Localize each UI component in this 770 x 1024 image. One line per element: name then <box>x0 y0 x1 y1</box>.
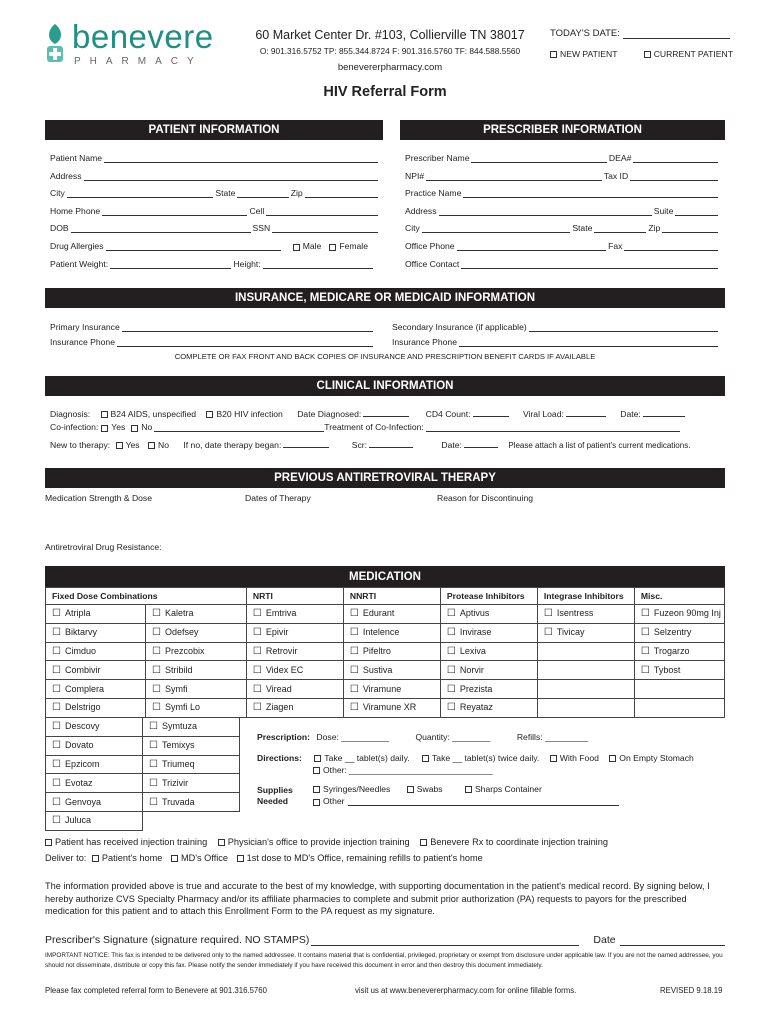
medication-row <box>46 698 725 717</box>
deliver-mds-checkbox[interactable] <box>171 855 178 862</box>
suite-label: Suite <box>653 206 674 216</box>
insurance-phone-label: Insurance Phone <box>50 337 115 347</box>
nrti-option[interactable]: ☐ Viread <box>246 680 343 699</box>
tax-id-field[interactable] <box>630 172 718 181</box>
take-twice-checkbox[interactable] <box>422 755 429 762</box>
patient-address-label: Address <box>50 171 82 181</box>
empty-cell <box>634 698 724 717</box>
header-integrase: Integrase Inhibitors <box>537 588 634 605</box>
direction-other-checkbox[interactable] <box>313 767 320 774</box>
practice-name-label: Practice Name <box>405 188 462 198</box>
clinical-heading: CLINICAL INFORMATION <box>45 376 725 396</box>
fdc-b-option[interactable]: ☐ Odefsey <box>146 623 247 642</box>
ssn-label: SSN <box>252 223 271 233</box>
resistance-field[interactable] <box>45 528 725 566</box>
prev-reason-field[interactable] <box>437 508 725 528</box>
fdc-a-option[interactable]: ☐ Complera <box>46 680 146 699</box>
fdc-a-option[interactable]: ☐ Genvoya <box>46 793 143 812</box>
prescriber-city-field[interactable] <box>422 224 571 233</box>
new-therapy-yes-label: Yes <box>125 440 140 450</box>
medication-row <box>46 605 725 624</box>
prescriber-address-label: Address <box>405 206 437 216</box>
fdc-b-option[interactable]: ☐ Triumeq <box>143 755 240 774</box>
fdc-b-option[interactable]: ☐ Symtuza <box>143 718 240 737</box>
refills-field[interactable]: Refills: _________ <box>516 732 589 742</box>
injection-received-checkbox[interactable] <box>45 839 52 846</box>
dob-label: DOB <box>50 223 69 233</box>
protease-option[interactable]: ☐ Norvir <box>440 661 537 680</box>
injection-benevere-checkbox[interactable] <box>420 839 427 846</box>
logo <box>44 18 229 68</box>
b20-checkbox[interactable] <box>206 411 213 418</box>
office-phone-field[interactable] <box>457 242 607 251</box>
empty-cell <box>537 642 634 661</box>
office-contact-field[interactable] <box>461 260 718 269</box>
directions-label: Directions: <box>257 753 302 763</box>
signature-label: Prescriber's Signature (signature required. NO STAMPS) <box>45 934 310 946</box>
protease-option[interactable]: ☐ Aptivus <box>440 605 537 624</box>
date-diagnosed-label: Date Diagnosed: <box>297 409 362 419</box>
nnrti-option[interactable]: ☐ Pifeltro <box>343 642 440 661</box>
resistance-label: Antiretroviral Drug Resistance: <box>45 542 162 552</box>
signature-date-label: Date <box>593 934 616 946</box>
npi-field[interactable] <box>426 172 602 181</box>
scr-field[interactable] <box>369 439 413 448</box>
prescriber-zip-label: Zip <box>648 223 661 233</box>
empty-stomach-label: On Empty Stomach <box>619 753 694 763</box>
male-checkbox[interactable] <box>293 244 300 251</box>
patient-info-heading: PATIENT INFORMATION <box>45 120 383 140</box>
medication-row <box>46 661 725 680</box>
coinfection-no-checkbox[interactable] <box>131 425 138 432</box>
coinfection-yes-checkbox[interactable] <box>101 425 108 432</box>
fdc-b-option[interactable]: ☐ Trizivir <box>143 774 240 793</box>
footer-revised: REVISED 9.18.19 <box>660 986 723 995</box>
dea-field[interactable] <box>633 154 718 163</box>
medication-row <box>46 793 240 812</box>
patient-zip-field[interactable] <box>305 189 378 198</box>
medication-row <box>46 774 240 793</box>
sharps-checkbox[interactable] <box>465 786 472 793</box>
prescriber-state-field[interactable] <box>594 224 646 233</box>
attestation-text: The information provided above is true and accurate to the best of my knowledge, with supporting documentation in the patient's medical record. By signing below, I hereby authorize CVS Specialty Pharmacy and/or its affiliate pharmacies to complete and submit prior authorization (PA) requests to payors for the prescribed medication for this patient and to attach this Enrollment Form to the PA request as my signature. <box>45 881 710 917</box>
supplies-other-label: Other <box>323 796 345 806</box>
patient-city-label: City <box>50 188 65 198</box>
attach-note: Please attach a list of patient's current medications. <box>508 441 691 450</box>
date-began-label: If no, date therapy began: <box>183 440 282 450</box>
prescriber-name-label: Prescriber Name <box>405 153 470 163</box>
protease-option[interactable]: ☐ Reyataz <box>440 698 537 717</box>
protease-option[interactable]: ☐ Lexiva <box>440 642 537 661</box>
medication-row <box>46 755 240 774</box>
new-patient-checkbox[interactable] <box>550 51 557 58</box>
new-patient-label: NEW PATIENT <box>560 49 618 59</box>
scr-date-label: Date: <box>441 440 462 450</box>
fax-label: Fax <box>608 241 623 251</box>
prev-col-reason: Reason for Discontinuing <box>437 493 534 503</box>
fdc-b-option[interactable]: ☐ Symfi Lo <box>146 698 247 717</box>
date-diagnosed-field[interactable] <box>363 408 409 417</box>
cd4-label: CD4 Count: <box>425 409 471 419</box>
cell-field[interactable] <box>266 207 378 216</box>
date-began-field[interactable] <box>283 439 329 448</box>
secondary-insurance-field[interactable] <box>529 323 718 332</box>
female-checkbox[interactable] <box>329 244 336 251</box>
home-phone-field[interactable] <box>102 207 247 216</box>
nnrti-option[interactable]: ☐ Sustiva <box>343 661 440 680</box>
nrti-option[interactable]: ☐ Videx EC <box>246 661 343 680</box>
secondary-insurance-label: Secondary Insurance (if applicable) <box>392 322 527 332</box>
header-nnrti: NNRTI <box>343 588 440 605</box>
dob-field[interactable] <box>71 224 251 233</box>
deliver-first-dose-label: 1st dose to MD's Office, remaining refills to patient's home <box>246 853 483 863</box>
patient-name-label: Patient Name <box>50 153 103 163</box>
swabs-label: Swabs <box>416 784 443 794</box>
fdc-a-option[interactable]: ☐ Juluca <box>46 811 143 830</box>
treatment-field[interactable] <box>426 423 680 432</box>
weight-field[interactable] <box>110 260 231 269</box>
syringes-label: Syringes/Needles <box>323 784 391 794</box>
nrti-option[interactable]: ☐ Emtriva <box>246 605 343 624</box>
quantity-field[interactable]: Quantity: ________ <box>415 732 491 742</box>
viral-date-label: Date: <box>620 409 641 419</box>
fdc-a-option[interactable]: ☐ Epzicom <box>46 755 143 774</box>
practice-name-field[interactable] <box>463 189 718 198</box>
office-phone-label: Office Phone <box>405 241 455 251</box>
medication-row <box>46 718 240 737</box>
ssn-field[interactable] <box>272 224 378 233</box>
cd4-field[interactable] <box>473 408 509 417</box>
viral-load-field[interactable] <box>566 408 606 417</box>
patient-name-field[interactable] <box>104 154 378 163</box>
todays-date-label: TODAY'S DATE: <box>550 28 620 39</box>
female-label: Female <box>339 241 368 251</box>
empty-cell <box>537 661 634 680</box>
new-therapy-yes-checkbox[interactable] <box>116 442 123 449</box>
medication-table <box>45 587 725 718</box>
fdc-b-option[interactable]: ☐ Symfi <box>146 680 247 699</box>
deliver-home-label: Patient's home <box>101 853 163 863</box>
coinfection-field[interactable] <box>154 423 324 432</box>
prescriber-city-label: City <box>405 223 420 233</box>
medication-row <box>46 811 240 830</box>
patient-state-label: State <box>215 188 236 198</box>
fdc-a-option[interactable]: ☐ Evotaz <box>46 774 143 793</box>
current-patient-checkbox[interactable] <box>644 51 651 58</box>
secondary-phone-label: Insurance Phone <box>392 337 457 347</box>
diagnosis-label: Diagnosis: <box>50 409 91 419</box>
prev-col-dates: Dates of Therapy <box>245 493 311 503</box>
injection-benevere-label: Benevere Rx to coordinate injection training <box>430 837 608 847</box>
important-notice: IMPORTANT NOTICE: This fax is intended to be delivered only to the named addressee. It contains material that is confidential, privileged, proprietary or exempt from disclosure under applicable law. If you are not the named addressee, you should not disseminate, distribute or copy this fax. Please notify the sender immediately if you have received this document in error and then destroy this document immediately. <box>45 952 723 969</box>
take-daily-label: Take __ tablet(s) daily. <box>324 753 410 763</box>
home-phone-label: Home Phone <box>50 206 101 216</box>
male-label: Male <box>302 241 322 251</box>
deliver-to-label: Deliver to: <box>45 853 87 863</box>
prev-col-medication: Medication Strength & Dose <box>45 493 153 503</box>
logo-leaf-icon <box>44 22 66 64</box>
prev-medication-field[interactable] <box>45 508 245 528</box>
fdc-b-option[interactable]: ☐ Prezcobix <box>146 642 247 661</box>
nnrti-option[interactable]: ☐ Intelence <box>343 623 440 642</box>
medication-heading: MEDICATION <box>45 566 725 588</box>
viral-date-field[interactable] <box>643 408 685 417</box>
medication-row <box>46 642 725 661</box>
nrti-option[interactable]: ☐ Ziagen <box>246 698 343 717</box>
nrti-option[interactable]: ☐ Retrovir <box>246 642 343 661</box>
medication-row <box>46 736 240 755</box>
patient-city-field[interactable] <box>67 189 214 198</box>
nnrti-option[interactable]: ☐ Viramune XR <box>343 698 440 717</box>
patient-address-field[interactable] <box>84 172 378 181</box>
take-twice-label: Take __ tablet(s) twice daily. <box>432 753 540 763</box>
swabs-checkbox[interactable] <box>407 786 414 793</box>
header-fdc: Fixed Dose Combinations <box>46 588 247 605</box>
fdc-a-option[interactable]: ☐ Descovy <box>46 718 143 737</box>
signature-field[interactable] <box>311 937 579 946</box>
b24-label: B24 AIDS, unspecified <box>110 409 197 419</box>
brand-name: benevere <box>72 18 214 55</box>
page-title: HIV Referral Form <box>323 84 447 100</box>
prev-dates-field[interactable] <box>245 508 437 528</box>
signature-date-field[interactable] <box>620 937 725 946</box>
empty-cell <box>537 698 634 717</box>
header-misc: Misc. <box>634 588 724 605</box>
integrase-option[interactable]: ☐ Tivicay <box>537 623 634 642</box>
nnrti-option[interactable]: ☐ Viramune <box>343 680 440 699</box>
header-nrti: NRTI <box>246 588 343 605</box>
fdc-a-option[interactable]: ☐ Cimduo <box>46 642 146 661</box>
patient-zip-label: Zip <box>290 188 303 198</box>
deliver-first-dose-checkbox[interactable] <box>237 855 244 862</box>
fdc-a-option[interactable]: ☐ Atripla <box>46 605 146 624</box>
medication-row <box>46 623 725 642</box>
fdc-a-option[interactable]: ☐ Dovato <box>46 736 143 755</box>
height-label: Height: <box>233 259 261 269</box>
deliver-mds-label: MD's Office <box>180 853 229 863</box>
office-contact-label: Office Contact <box>405 259 460 269</box>
empty-cell <box>537 680 634 699</box>
height-field[interactable] <box>263 260 373 269</box>
coinfection-no-label: No <box>141 422 153 432</box>
suite-field[interactable] <box>675 207 718 216</box>
fdc-a-option[interactable]: ☐ Combivir <box>46 661 146 680</box>
viral-load-label: Viral Load: <box>522 409 564 419</box>
new-therapy-no-label: No <box>158 440 169 450</box>
injection-received-label: Patient has received injection training <box>55 837 208 847</box>
direction-other-field[interactable]: Other: ______________________________ <box>323 765 493 775</box>
tax-id-label: Tax ID <box>603 171 629 181</box>
syringes-checkbox[interactable] <box>313 786 320 793</box>
brand-sub: PHARMACY <box>74 56 203 67</box>
prescriber-name-field[interactable] <box>471 154 606 163</box>
footer-fax: Please fax completed referral form to Benevere at 901.316.5760 <box>45 986 267 995</box>
fdc-lower-table <box>45 717 240 831</box>
weight-label: Patient Weight: <box>50 259 109 269</box>
injection-physician-label: Physician's office to provide injection training <box>227 837 410 847</box>
integrase-option[interactable]: ☐ Isentress <box>537 605 634 624</box>
supplies-other-field[interactable] <box>348 797 620 806</box>
pharmacy-website: benevererpharmacy.com <box>337 62 443 73</box>
primary-insurance-label: Primary Insurance <box>50 322 120 332</box>
prescriber-info-heading: PRESCRIBER INFORMATION <box>400 120 725 140</box>
fdc-b-option[interactable]: ☐ Temixys <box>143 736 240 755</box>
previous-therapy-heading: PREVIOUS ANTIRETROVIRAL THERAPY <box>45 468 725 488</box>
empty-cell <box>143 811 240 830</box>
needed-label: Needed <box>257 796 289 806</box>
allergies-label: Drug Allergies <box>50 241 104 251</box>
insurance-phone-field[interactable] <box>117 338 373 347</box>
misc-option[interactable]: ☐ Tybost <box>634 661 724 680</box>
insurance-note: COMPLETE OR FAX FRONT AND BACK COPIES OF INSURANCE AND PRESCRIPTION BENEFIT CARDS IF AVAILABLE <box>174 352 596 361</box>
new-therapy-no-checkbox[interactable] <box>148 442 155 449</box>
supplies-label: Supplies <box>257 785 293 795</box>
b20-label: B20 HIV infection <box>216 409 283 419</box>
sharps-label: Sharps Container <box>474 784 542 794</box>
fdc-b-option[interactable]: ☐ Kaletra <box>146 605 247 624</box>
misc-option[interactable]: ☐ Trogarzo <box>634 642 724 661</box>
with-food-label: With Food <box>559 753 599 763</box>
pharmacy-address: 60 Market Center Dr. #103, Collierville TN 38017 <box>255 28 525 42</box>
medication-row <box>46 680 725 699</box>
patient-state-field[interactable] <box>237 189 288 198</box>
prescriber-address-field[interactable] <box>439 207 652 216</box>
header-protease: Protease Inhibitors <box>440 588 537 605</box>
previous-therapy-table <box>45 488 725 566</box>
empty-cell <box>634 680 724 699</box>
insurance-heading: INSURANCE, MEDICARE OR MEDICAID INFORMATION <box>45 288 725 308</box>
misc-option[interactable]: ☐ Selzentry <box>634 623 724 642</box>
cell-label: Cell <box>249 206 265 216</box>
empty-stomach-checkbox[interactable] <box>609 755 616 762</box>
supplies-other-checkbox[interactable] <box>313 799 320 806</box>
footer-visit: visit us at www.benevererpharmacy.com for online fillable forms. <box>355 986 577 995</box>
dose-field[interactable]: Dose: __________ <box>316 732 390 742</box>
fdc-b-option[interactable]: ☐ Stribild <box>146 661 247 680</box>
injection-physician-checkbox[interactable] <box>218 839 225 846</box>
protease-option[interactable]: ☐ Prezista <box>440 680 537 699</box>
scr-date-field[interactable] <box>464 439 498 448</box>
new-therapy-label: New to therapy: <box>50 440 111 450</box>
protease-option[interactable]: ☐ Invirase <box>440 623 537 642</box>
with-food-checkbox[interactable] <box>550 755 557 762</box>
fdc-b-option[interactable]: ☐ Truvada <box>143 793 240 812</box>
coinfection-label: Co-infection: <box>50 422 99 432</box>
prescription-label: Prescription: <box>257 732 311 742</box>
fdc-a-option[interactable]: ☐ Delstrigo <box>46 698 146 717</box>
fdc-a-option[interactable]: ☐ Biktarvy <box>46 623 146 642</box>
allergies-field[interactable] <box>106 242 281 251</box>
dea-label: DEA# <box>608 153 632 163</box>
fax-field[interactable] <box>624 242 718 251</box>
scr-label: Scr: <box>351 440 368 450</box>
prescriber-zip-field[interactable] <box>662 224 718 233</box>
deliver-home-checkbox[interactable] <box>92 855 99 862</box>
secondary-phone-field[interactable] <box>459 338 718 347</box>
nnrti-option[interactable]: ☐ Edurant <box>343 605 440 624</box>
b24-checkbox[interactable] <box>101 411 108 418</box>
pharmacy-phones: O: 901.316.5752 TP: 855.344.8724 F: 901.316.5760 TF: 844.588.5560 <box>259 46 521 56</box>
current-patient-label: CURRENT PATIENT <box>653 49 733 59</box>
primary-insurance-field[interactable] <box>122 323 373 332</box>
todays-date-field[interactable] <box>623 29 730 39</box>
misc-option[interactable]: ☐ Fuzeon 90mg Inj <box>634 605 724 624</box>
nrti-option[interactable]: ☐ Epivir <box>246 623 343 642</box>
take-daily-checkbox[interactable] <box>314 755 321 762</box>
coinfection-yes-label: Yes <box>111 422 126 432</box>
prescriber-state-label: State <box>572 223 593 233</box>
treatment-label: Treatment of Co-Infection: <box>324 422 424 432</box>
npi-label: NPI# <box>405 171 425 181</box>
